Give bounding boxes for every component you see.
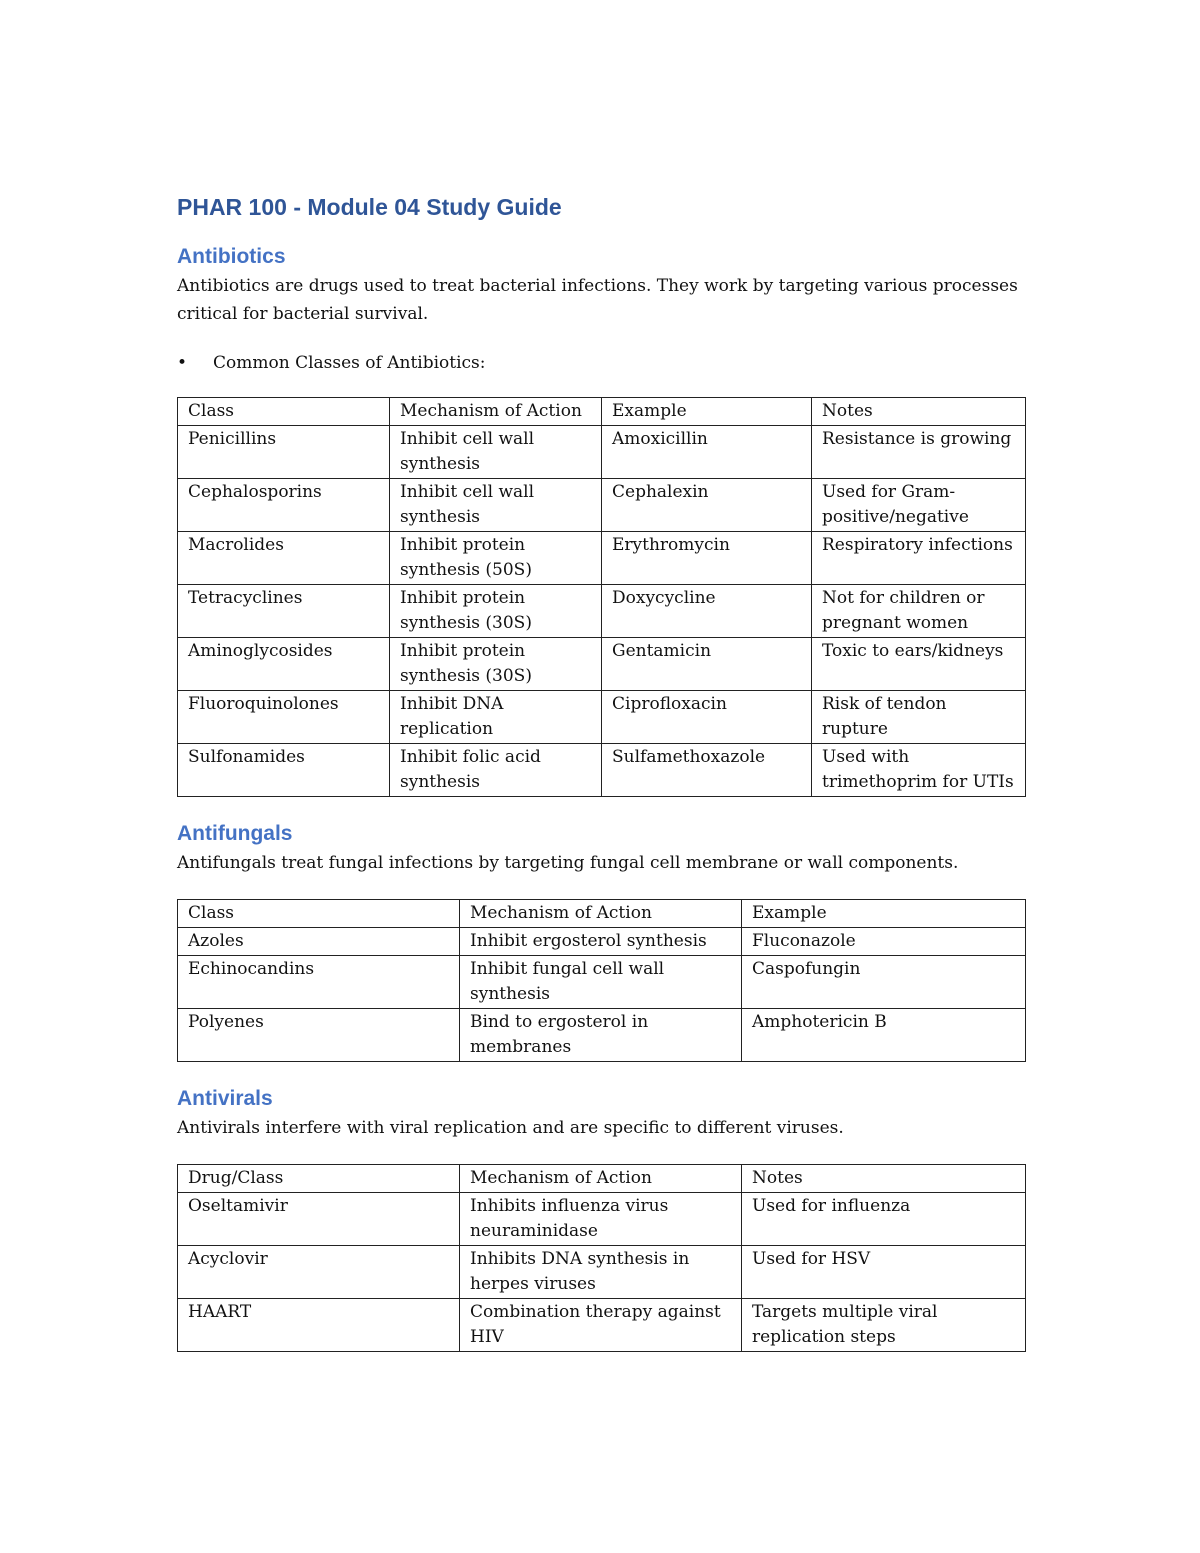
header-cell: Example (742, 900, 1026, 928)
antifungals-heading: Antifungals (177, 822, 293, 845)
table-row (178, 691, 1026, 744)
antibiotics-table (177, 397, 1026, 797)
antifungals-table (177, 899, 1026, 1062)
table-cell: Azoles (178, 928, 460, 956)
table-cell: Used with trimethoprim for UTIs (812, 744, 1026, 797)
table-cell: Doxycycline (602, 585, 812, 638)
table-cell: Inhibit protein synthesis (30S) (390, 585, 602, 638)
table-cell: Bind to ergosterol in membranes (460, 1009, 742, 1062)
table-cell: Targets multiple viral replication steps (742, 1299, 1026, 1352)
antivirals-intro: Antivirals interfere with viral replication and are specific to different viruses. (177, 1118, 844, 1138)
table-cell: Amoxicillin (602, 426, 812, 479)
table-cell: Inhibit fungal cell wall synthesis (460, 956, 742, 1009)
table-cell: Oseltamivir (178, 1193, 460, 1246)
table-cell: Ciprofloxacin (602, 691, 812, 744)
header-cell: Mechanism of Action (460, 900, 742, 928)
header-cell: Example (602, 398, 812, 426)
table-cell: Respiratory infections (812, 532, 1026, 585)
table-row (178, 928, 1026, 956)
antibiotics-bullet (177, 349, 1025, 377)
table-cell: Cephalexin (602, 479, 812, 532)
table-header-row (178, 398, 1026, 426)
table-row (178, 956, 1026, 1009)
document-title: PHAR 100 - Module 04 Study Guide (177, 194, 562, 220)
table-cell: Used for HSV (742, 1246, 1026, 1299)
table-cell: Inhibits DNA synthesis in herpes viruses (460, 1246, 742, 1299)
document-page (177, 190, 1025, 1352)
table-cell: Resistance is growing (812, 426, 1026, 479)
table-cell: Polyenes (178, 1009, 460, 1062)
table-cell: Inhibit cell wall synthesis (390, 426, 602, 479)
table-row (178, 1246, 1026, 1299)
table-row (178, 479, 1026, 532)
table-cell: Used for influenza (742, 1193, 1026, 1246)
table-row (178, 585, 1026, 638)
table-cell: Amphotericin B (742, 1009, 1026, 1062)
table-cell: Inhibit protein synthesis (30S) (390, 638, 602, 691)
table-cell: Caspofungin (742, 956, 1026, 1009)
table-cell: Inhibits influenza virus neuraminidase (460, 1193, 742, 1246)
table-cell: Inhibit DNA replication (390, 691, 602, 744)
table-cell: Macrolides (178, 532, 390, 585)
table-cell: Echinocandins (178, 956, 460, 1009)
header-cell: Class (178, 900, 460, 928)
table-cell: Tetracyclines (178, 585, 390, 638)
table-row (178, 638, 1026, 691)
antibiotics-intro: Antibiotics are drugs used to treat bacterial infections. They work by targeting various processes critical for bacterial survival. (177, 276, 1018, 324)
table-cell: Sulfamethoxazole (602, 744, 812, 797)
table-row (178, 744, 1026, 797)
table-row (178, 1299, 1026, 1352)
table-cell: Sulfonamides (178, 744, 390, 797)
header-cell: Mechanism of Action (390, 398, 602, 426)
header-cell: Notes (742, 1165, 1026, 1193)
table-cell: Inhibit cell wall synthesis (390, 479, 602, 532)
table-header-row (178, 900, 1026, 928)
table-cell: Aminoglycosides (178, 638, 390, 691)
table-cell: Fluconazole (742, 928, 1026, 956)
table-cell: Penicillins (178, 426, 390, 479)
table-cell: Inhibit ergosterol synthesis (460, 928, 742, 956)
table-cell: Erythromycin (602, 532, 812, 585)
table-cell: Risk of tendon rupture (812, 691, 1026, 744)
antivirals-heading: Antivirals (177, 1087, 273, 1110)
table-cell: HAART (178, 1299, 460, 1352)
table-cell: Inhibit protein synthesis (50S) (390, 532, 602, 585)
header-cell: Notes (812, 398, 1026, 426)
table-cell: Fluoroquinolones (178, 691, 390, 744)
table-header-row (178, 1165, 1026, 1193)
bullet-icon: • (177, 353, 188, 373)
header-cell: Class (178, 398, 390, 426)
table-row (178, 1009, 1026, 1062)
antibiotics-heading: Antibiotics (177, 245, 286, 268)
antifungals-intro: Antifungals treat fungal infections by targeting fungal cell membrane or wall components. (177, 853, 959, 873)
table-cell: Inhibit folic acid synthesis (390, 744, 602, 797)
header-cell: Mechanism of Action (460, 1165, 742, 1193)
table-row (178, 426, 1026, 479)
antibiotics-bullet-text: Common Classes of Antibiotics: (213, 353, 486, 373)
table-cell: Combination therapy against HIV (460, 1299, 742, 1352)
table-cell: Toxic to ears/kidneys (812, 638, 1026, 691)
table-cell: Acyclovir (178, 1246, 460, 1299)
table-row (178, 1193, 1026, 1246)
table-row (178, 532, 1026, 585)
header-cell: Drug/Class (178, 1165, 460, 1193)
antivirals-table (177, 1164, 1026, 1352)
table-cell: Cephalosporins (178, 479, 390, 532)
table-cell: Gentamicin (602, 638, 812, 691)
table-cell: Used for Gram-positive/negative (812, 479, 1026, 532)
table-cell: Not for children or pregnant women (812, 585, 1026, 638)
